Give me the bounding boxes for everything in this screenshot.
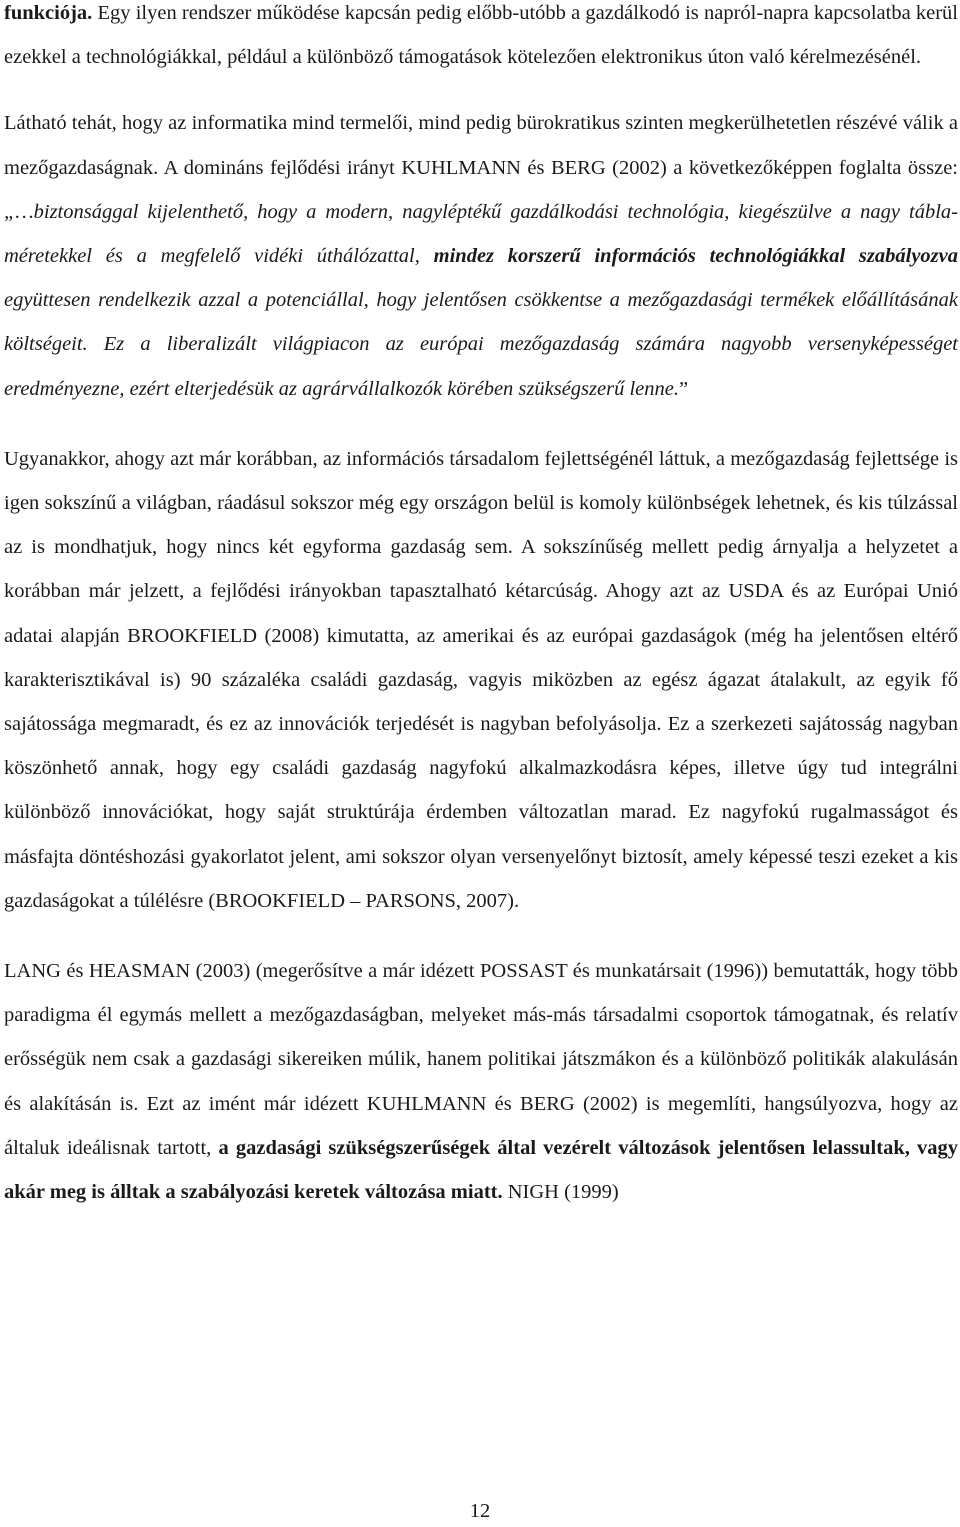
paragraph-1-text: Egy ilyen rendszer működése kapcsán pedig előbb-utóbb a gazdálkodó is napról-napra kapcsolatba kerül ezekkel a technológiákkal, például a különböző támogatások kötelezően elektronikus úton való kérelmezésénél. <box>4 2 958 69</box>
paragraph-4-intro: LANG és HEASMAN (2003) (megerősítve a már idézett POSSAST és munkatársait (1996)) bemutatták, hogy több paradigma él egymás mellett a mezőgazdaságban, melyeket más-más társadalmi csoportok támogatnak, és relatív erősségük nem csak a gazdasági sikereiken múlik, hanem politikai játszmákon és a különböző politikák alakulásán és alakításán is. Ezt az imént már idézett KUHLMANN és BERG (2002) is megemlíti, hangsúlyozva, hogy az általuk ideálisnak tartott, <box>4 960 958 1159</box>
paragraph-2 <box>4 101 958 410</box>
paragraph-1 <box>4 0 958 79</box>
document-page <box>4 0 958 1214</box>
quote-emphasis: mindez korszerű információs technológiákkal szabályozva <box>433 245 958 268</box>
paragraph-2-intro: Látható tehát, hogy az informatika mind termelői, mind pedig bürokratikus szinten megkerülhetetlen részévé válik a mezőgazdaságnak. A domináns fejlődési irányt KUHLMANN és BERG (2002) a következőképpen foglalta össze: <box>4 112 958 179</box>
page-number: 12 <box>469 1500 491 1522</box>
paragraph-4 <box>4 949 958 1214</box>
quote-closing-mark: ” <box>678 377 689 400</box>
paragraph-4-end: NIGH (1999) <box>502 1181 619 1204</box>
paragraph-3 <box>4 437 958 923</box>
paragraph-1-lead: funkciója. <box>4 2 93 24</box>
quote-start: „…biztonsággal kijelenthető, hogy a modern, nagyléptékű gazdálkodási technológia, kiegészülve a nagy táblaméretekkel és a megfelelő vidéki úthálózattal, <box>4 200 958 268</box>
paragraph-3-text: Ugyanakkor, ahogy azt már korábban, az információs társadalom fejlettségénél láttuk, a mezőgazdaság fejlettsége is igen sokszínű a világban, ráadásul sokszor még egy országon belül is komoly különbségek lehetnek, és kis túlzással az is mondhatjuk, hogy nincs két egyforma gazdaság sem. A sokszínűség mellett pedig árnyalja a helyzetet a korábban már jelzett, a fejlődési irányokban tapasztalható kétarcúság. Ahogy azt az USDA és az Európai Unió adatai alapján BROOKFIELD (2008) kimutatta, az amerikai és az európai gazdaságok (még ha jelentősen eltérő karakterisztikával is) 90 százaléka családi gazdaság, vagyis miközben az egész ágazat átalakult, az egyik fő sajátossága megmaradt, és ez az innovációk terjedését is nagyban befolyásolja. Ez a szerkezeti sajátosság nagyban köszönhető annak, hogy egy családi gazdaság nagyfokú alkalmazkodásra képes, illetve úgy tud integrálni különböző innovációkat, hogy saját struktúrája érdemben változatlan marad. Ez nagyfokú rugalmasságot és másfajta döntéshozási gyakorlatot jelent, ami sokszor olyan versenyelőnyt biztosít, amely képessé teszi ezeket a kis gazdaságokat a túlélésre (BROOKFIELD – PARSONS, 2007). <box>4 447 958 912</box>
paragraph-4-emphasis: a gazdasági szükségszerűségek által vezérelt változások jelentősen lelassultak, vagy akár meg is álltak a szabályozási keretek változása miatt. <box>4 1136 958 1204</box>
quote-end: együttesen rendelkezik azzal a potenciállal, hogy jelentősen csökkentse a mezőgazdasági termékek előállításának költségeit. Ez a liberalizált világpiacon az európai mezőgazdaság számára nagyobb versenyképességet eredményezne, ezért elterjedésük az agrárvállalkozók körében szükségszerű lenne. <box>4 289 958 400</box>
